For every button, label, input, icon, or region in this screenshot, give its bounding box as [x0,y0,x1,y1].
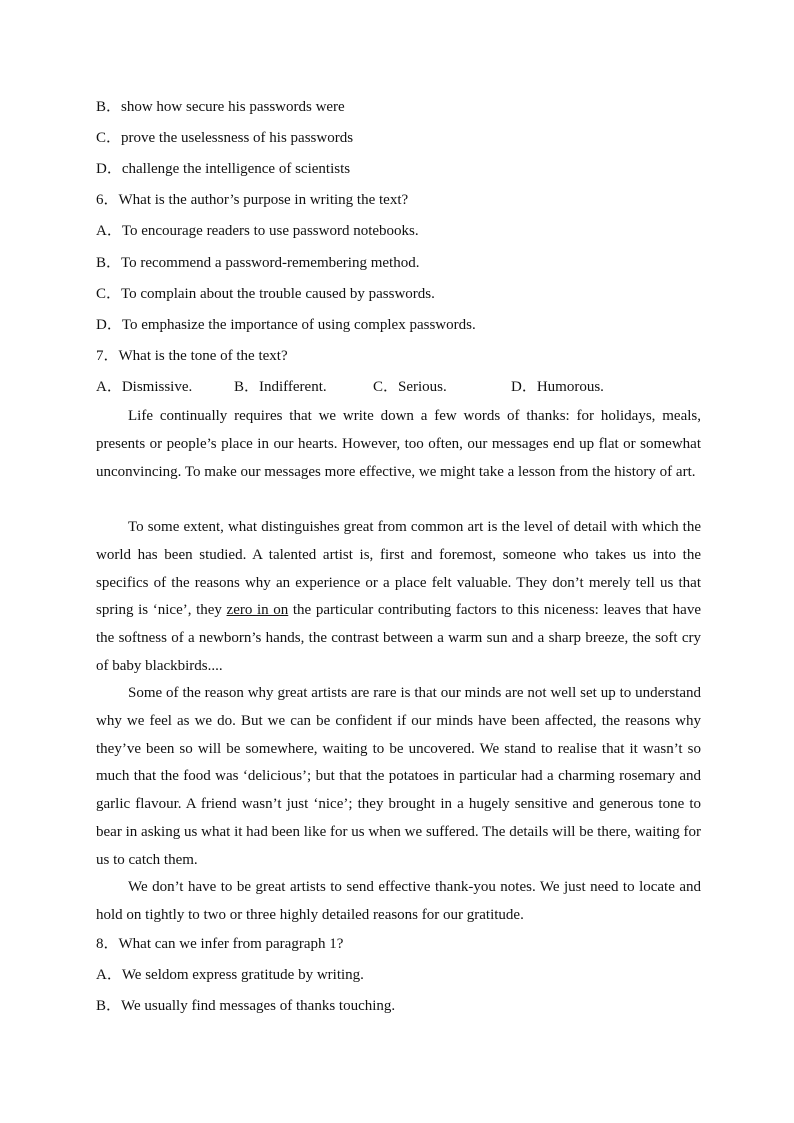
passage-paragraph-2 [96,514,701,681]
q7-option-c: C．Serious. [373,379,447,395]
q5-option-c: C．prove the uselessness of his passwords [96,130,354,146]
q7-option-b: B．Indifferent. [234,379,327,395]
q7-options-row [96,377,701,397]
q6-option-a: A．To encourage readers to use password notebooks. [96,223,419,239]
q6-option-b: B．To recommend a password-remembering method. [96,255,420,271]
q8-option-b: B．We usually find messages of thanks touching. [96,998,396,1014]
q5-option-b: B．show how secure his passwords were [96,99,345,115]
q7-option-d: D．Humorous. [511,379,604,395]
q8-option-a: A．We seldom express gratitude by writing. [96,967,364,983]
q6-question: 6．What is the author’s purpose in writing the text? [96,192,409,208]
q6-option-c: C．To complain about the trouble caused by passwords. [96,286,435,302]
q7-option-a: A．Dismissive. [96,379,193,395]
q6-option-d: D．To emphasize the importance of using complex passwords. [96,317,476,333]
p2-text-before: To some extent, what distinguishes great from common art is the level of detail with which the world has been studied. A talented artist is, first and foremost, someone who takes us into the specifics of the reasons why an experience or a place felt valuable. They don’t merely tell us that spring is ‘nice’, they [96,519,701,619]
q7-question: 7．What is the tone of the text? [96,348,288,364]
p2-text-after: the particular contributing factors to this niceness: leaves that have the softness of a newborn’s hands, the contrast between a warm sun and a sharp breeze, the soft cry of baby blackbirds.... [96,602,701,674]
q8-question: 8．What can we infer from paragraph 1? [96,936,344,952]
passage-paragraph-3: Some of the reason why great artists are rare is that our minds are not well set up to understand why we feel as we do. But we can be confident if our minds have been affected, the reasons why they’ve been so will be somewhere, waiting to be uncovered. We stand to realise that it wasn’t so much that the food was ‘delicious’; but that the potatoes in particular had a charming rosemary and garlic flavour. A friend wasn’t just ‘nice’; they brought in a hugely sensitive and generous tone to bear in asking us what it had been like for us when we suffered. The details will be there, waiting for us to catch them. [96,685,701,868]
passage-paragraph-4: We don’t have to be great artists to send effective thank-you notes. We just need to locate and hold on tightly to two or three highly detailed reasons for our gratitude. [96,879,701,923]
underlined-phrase: zero in on [226,602,289,619]
q5-option-d: D．challenge the intelligence of scientists [96,161,351,177]
passage-paragraph-1: Life continually requires that we write down a few words of thanks: for holidays, meals, presents or people’s place in our hearts. However, too often, our messages end up flat or somewhat unconvincing. To make our messages more effective, we might take a lesson from the history of art. [96,408,701,480]
